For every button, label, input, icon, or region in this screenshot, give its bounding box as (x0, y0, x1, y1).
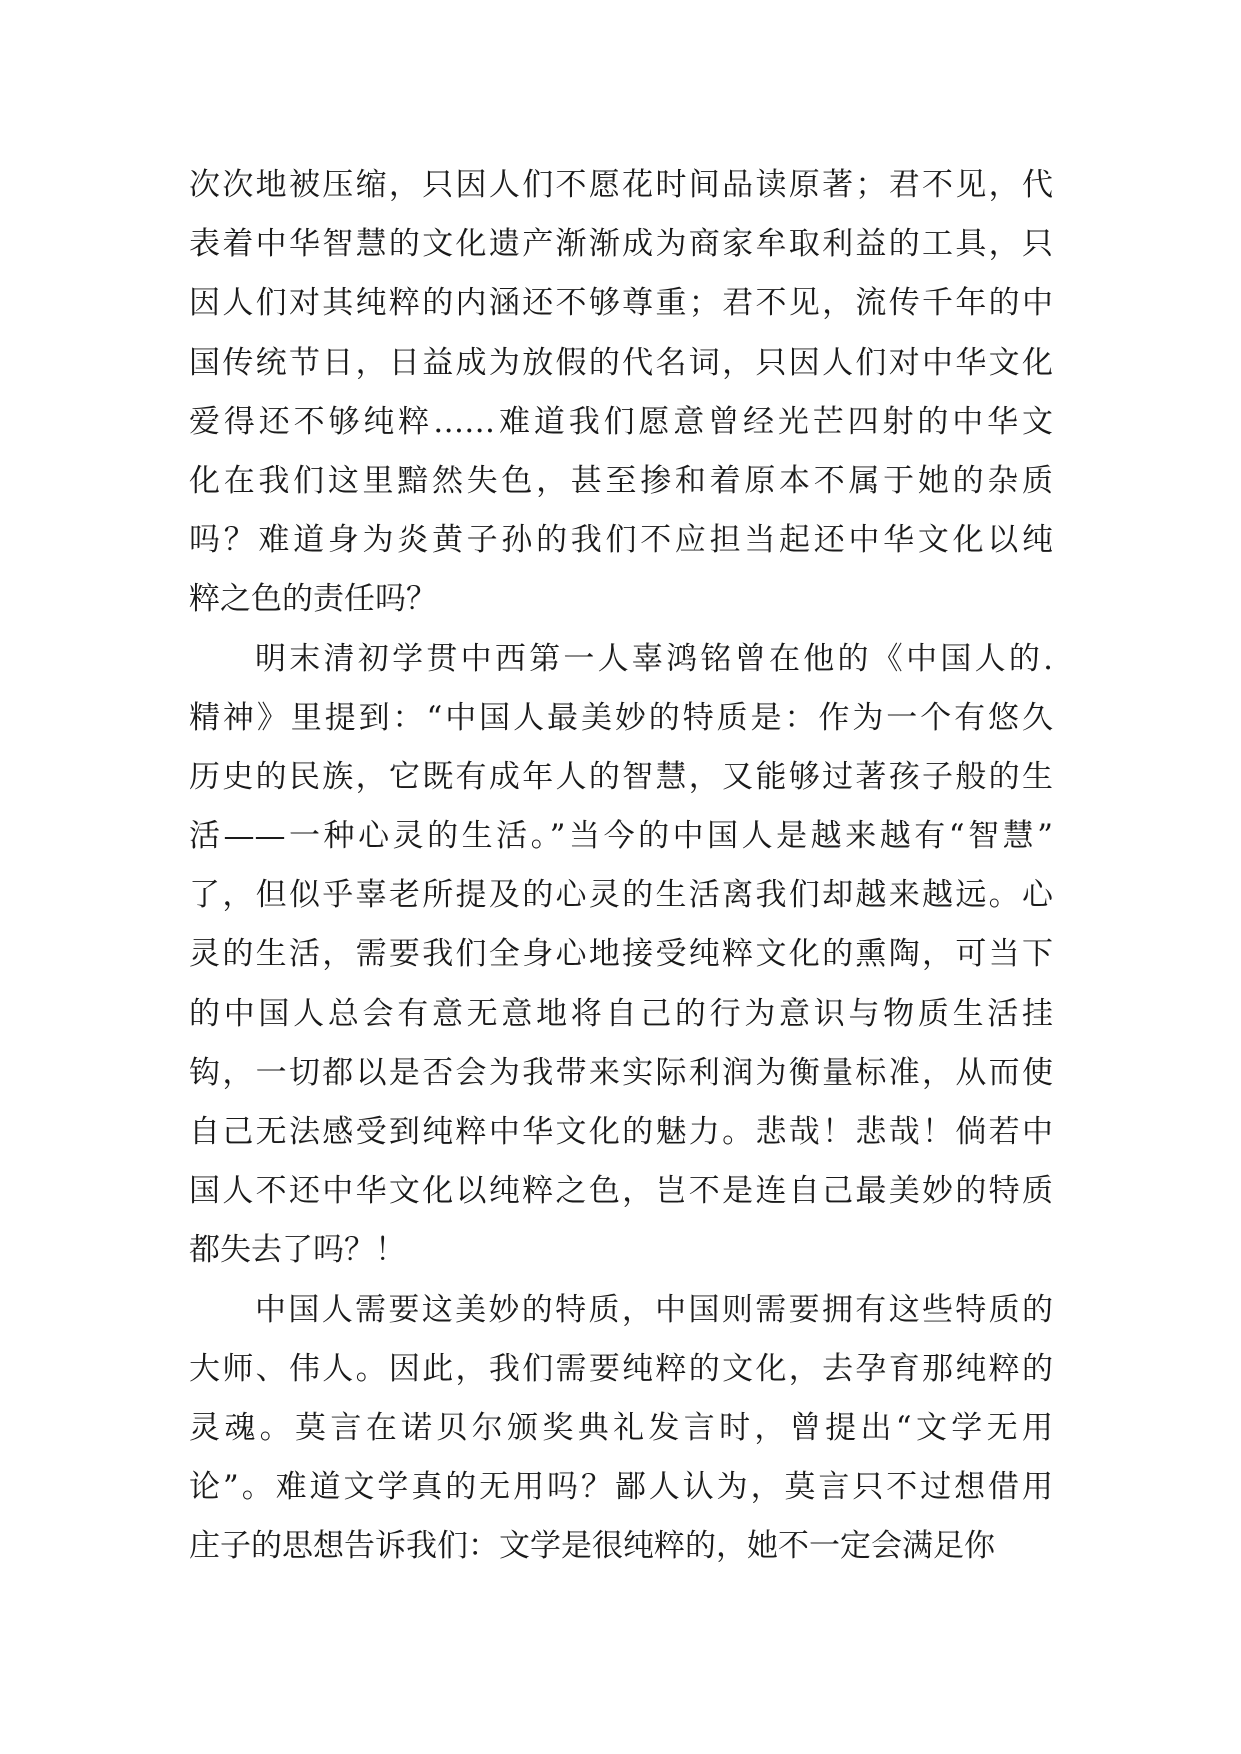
body-text (189, 156, 1053, 1577)
text-line: 论”。难道文学真的无用吗？鄙人认为，莫言只不过想借用 (189, 1469, 1053, 1506)
text-line: 钩，一切都以是否会为我带来实际利润为衡量标准，从而使 (189, 1054, 1053, 1091)
text-line: 活——一种心灵的生活。”当今的中国人是越来越有“智慧” (189, 818, 1053, 855)
text-line: 精神》里提到：“中国人最美妙的特质是：作为一个有悠久 (189, 699, 1053, 736)
text-line: 灵的生活，需要我们全身心地接受纯粹文化的熏陶，可当下 (189, 936, 1053, 973)
paragraph (189, 630, 1053, 1281)
text-line: 大师、伟人。因此，我们需要纯粹的文化，去孕育那纯粹的 (189, 1350, 1053, 1387)
text-line: 明末清初学贯中西第一人辜鸿铭曾在他的《中国人的. (255, 640, 1053, 677)
text-line: 爱得还不够纯粹……难道我们愿意曾经光芒四射的中华文 (189, 403, 1053, 440)
paragraph (189, 156, 1053, 630)
text-line: 灵魂。莫言在诺贝尔颁奖典礼发言时，曾提出“文学无用 (189, 1409, 1053, 1446)
text-line: 国人不还中华文化以纯粹之色，岂不是连自己最美妙的特质 (189, 1173, 1053, 1210)
paragraph (189, 1281, 1053, 1577)
text-line: 吗？难道身为炎黄子孙的我们不应担当起还中华文化以纯 (189, 522, 1053, 559)
text-line: 表着中华智慧的文化遗产渐渐成为商家牟取利益的工具，只 (189, 226, 1053, 263)
text-line: 都失去了吗？！ (189, 1232, 406, 1269)
text-line: 次次地被压缩，只因人们不愿花时间品读原著；君不见，代 (189, 167, 1053, 203)
text-line: 庄子的思想告诉我们：文学是很纯粹的，她不一定会满足你 (189, 1528, 995, 1565)
text-line: 了，但似乎辜老所提及的心灵的生活离我们却越来越远。心 (189, 877, 1053, 914)
text-line: 中国人需要这美妙的特质，中国则需要拥有这些特质的 (255, 1291, 1053, 1328)
text-line: 因人们对其纯粹的内涵还不够尊重；君不见，流传千年的中 (189, 285, 1053, 322)
text-line: 粹之色的责任吗？ (189, 581, 437, 618)
text-line: 自己无法感受到纯粹中华文化的魅力。悲哉！悲哉！倘若中 (189, 1114, 1053, 1150)
text-line: 历史的民族，它既有成年人的智慧，又能够过著孩子般的生 (189, 758, 1053, 795)
text-line: 国传统节日，日益成为放假的代名词，只因人们对中华文化 (189, 344, 1053, 381)
text-line: 的中国人总会有意无意地将自己的行为意识与物质生活挂 (189, 995, 1053, 1032)
text-line: 化在我们这里黯然失色，甚至掺和着原本不属于她的杂质 (189, 462, 1053, 499)
